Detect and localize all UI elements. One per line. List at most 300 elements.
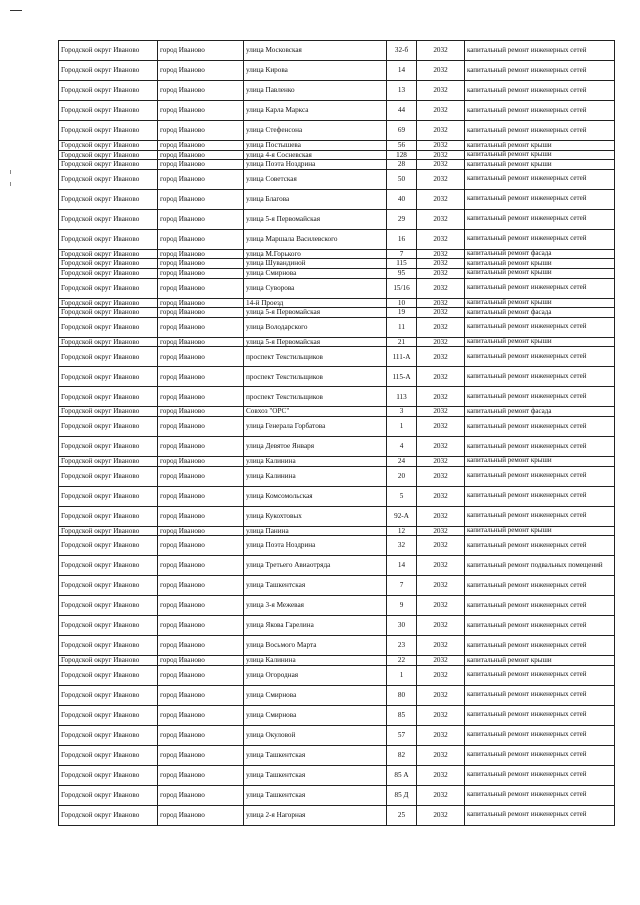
year-cell: 2032 — [417, 416, 465, 436]
district-cell: Городской округ Иваново — [59, 141, 158, 151]
house-number-cell: 14 — [387, 556, 417, 576]
year-cell: 2032 — [417, 169, 465, 189]
year-cell: 2032 — [417, 308, 465, 318]
house-number-cell: 85 — [387, 705, 417, 725]
city-cell: город Иваново — [158, 298, 244, 308]
work-type-cell: капитальный ремонт инженерных сетей — [465, 169, 615, 189]
street-cell: улица Калинина — [244, 656, 387, 666]
district-cell: Городской округ Иваново — [59, 436, 158, 456]
table-row — [59, 169, 615, 189]
house-number-cell: 30 — [387, 616, 417, 636]
year-cell: 2032 — [417, 636, 465, 656]
year-cell: 2032 — [417, 785, 465, 805]
city-cell: город Иваново — [158, 189, 244, 209]
district-cell: Городской округ Иваново — [59, 61, 158, 81]
work-type-cell: капитальный ремонт инженерных сетей — [465, 189, 615, 209]
district-cell: Городской округ Иваново — [59, 616, 158, 636]
street-cell: улица Ташкентская — [244, 785, 387, 805]
table-row — [59, 278, 615, 298]
table-row — [59, 456, 615, 466]
year-cell: 2032 — [417, 456, 465, 466]
street-cell: улица Шувандиной — [244, 259, 387, 269]
year-cell: 2032 — [417, 209, 465, 229]
work-type-cell: капитальный ремонт инженерных сетей — [465, 616, 615, 636]
street-cell: улица Благова — [244, 189, 387, 209]
district-cell: Городской округ Иваново — [59, 41, 158, 61]
street-cell: улица Стефенсона — [244, 121, 387, 141]
street-cell: улица Окуловой — [244, 725, 387, 745]
work-type-cell: капитальный ремонт инженерных сетей — [465, 506, 615, 526]
table-row — [59, 765, 615, 785]
year-cell: 2032 — [417, 596, 465, 616]
table-row — [59, 298, 615, 308]
work-type-cell: капитальный ремонт инженерных сетей — [465, 387, 615, 407]
work-type-cell: капитальный ремонт инженерных сетей — [465, 536, 615, 556]
district-cell: Городской округ Иваново — [59, 249, 158, 259]
house-number-cell: 128 — [387, 150, 417, 160]
scan-margin-tick — [10, 182, 11, 186]
city-cell: город Иваново — [158, 526, 244, 536]
house-number-cell: 24 — [387, 456, 417, 466]
house-number-cell: 111-А — [387, 347, 417, 367]
city-cell: город Иваново — [158, 308, 244, 318]
work-type-cell: капитальный ремонт инженерных сетей — [465, 685, 615, 705]
district-cell: Городской округ Иваново — [59, 347, 158, 367]
year-cell: 2032 — [417, 685, 465, 705]
district-cell: Городской округ Иваново — [59, 656, 158, 666]
house-number-cell: 82 — [387, 745, 417, 765]
district-cell: Городской округ Иваново — [59, 745, 158, 765]
city-cell: город Иваново — [158, 745, 244, 765]
house-number-cell: 69 — [387, 121, 417, 141]
year-cell: 2032 — [417, 347, 465, 367]
year-cell: 2032 — [417, 725, 465, 745]
street-cell: улица Смирнова — [244, 685, 387, 705]
city-cell: город Иваново — [158, 805, 244, 825]
city-cell: город Иваново — [158, 725, 244, 745]
district-cell: Городской округ Иваново — [59, 317, 158, 337]
district-cell: Городской округ Иваново — [59, 81, 158, 101]
work-type-cell: капитальный ремонт крыши — [465, 526, 615, 536]
city-cell: город Иваново — [158, 101, 244, 121]
district-cell: Городской округ Иваново — [59, 150, 158, 160]
street-cell: улица Советская — [244, 169, 387, 189]
table-row — [59, 466, 615, 486]
year-cell: 2032 — [417, 436, 465, 456]
year-cell: 2032 — [417, 81, 465, 101]
street-cell: улица Карла Маркса — [244, 101, 387, 121]
year-cell: 2032 — [417, 229, 465, 249]
work-type-cell: капитальный ремонт инженерных сетей — [465, 466, 615, 486]
table-row — [59, 436, 615, 456]
city-cell: город Иваново — [158, 229, 244, 249]
district-cell: Городской округ Иваново — [59, 160, 158, 170]
street-cell: улица Восьмого Марта — [244, 636, 387, 656]
table-row — [59, 337, 615, 347]
district-cell: Городской округ Иваново — [59, 298, 158, 308]
work-type-cell: капитальный ремонт подвальных помещений — [465, 556, 615, 576]
house-number-cell: 19 — [387, 308, 417, 318]
street-cell: улица Ташкентская — [244, 576, 387, 596]
city-cell: город Иваново — [158, 150, 244, 160]
city-cell: город Иваново — [158, 259, 244, 269]
table-row — [59, 616, 615, 636]
street-cell: Совхоз "ОРС" — [244, 407, 387, 417]
year-cell: 2032 — [417, 576, 465, 596]
work-type-cell: капитальный ремонт инженерных сетей — [465, 416, 615, 436]
year-cell: 2032 — [417, 745, 465, 765]
city-cell: город Иваново — [158, 407, 244, 417]
city-cell: город Иваново — [158, 337, 244, 347]
year-cell: 2032 — [417, 616, 465, 636]
city-cell: город Иваново — [158, 41, 244, 61]
city-cell: город Иваново — [158, 556, 244, 576]
street-cell: улица Огородная — [244, 665, 387, 685]
city-cell: город Иваново — [158, 317, 244, 337]
year-cell: 2032 — [417, 150, 465, 160]
table-row — [59, 665, 615, 685]
work-type-cell: капитальный ремонт инженерных сетей — [465, 596, 615, 616]
table-row — [59, 249, 615, 259]
city-cell: город Иваново — [158, 506, 244, 526]
street-cell: улица Якова Гарелина — [244, 616, 387, 636]
district-cell: Городской округ Иваново — [59, 189, 158, 209]
city-cell: город Иваново — [158, 249, 244, 259]
district-cell: Городской округ Иваново — [59, 268, 158, 278]
work-type-cell: капитальный ремонт крыши — [465, 337, 615, 347]
street-cell: улица Генерала Горбатова — [244, 416, 387, 436]
district-cell: Городской округ Иваново — [59, 785, 158, 805]
work-type-cell: капитальный ремонт инженерных сетей — [465, 805, 615, 825]
work-type-cell: капитальный ремонт инженерных сетей — [465, 278, 615, 298]
house-number-cell: 92-А — [387, 506, 417, 526]
street-cell: проспект Текстильщиков — [244, 387, 387, 407]
year-cell: 2032 — [417, 298, 465, 308]
work-type-cell: капитальный ремонт инженерных сетей — [465, 785, 615, 805]
city-cell: город Иваново — [158, 665, 244, 685]
work-type-cell: капитальный ремонт инженерных сетей — [465, 121, 615, 141]
year-cell: 2032 — [417, 665, 465, 685]
district-cell: Городской округ Иваново — [59, 596, 158, 616]
district-cell: Городской округ Иваново — [59, 416, 158, 436]
city-cell: город Иваново — [158, 656, 244, 666]
table-row — [59, 636, 615, 656]
work-type-cell: капитальный ремонт крыши — [465, 298, 615, 308]
house-number-cell: 16 — [387, 229, 417, 249]
street-cell: улица Калинина — [244, 466, 387, 486]
city-cell: город Иваново — [158, 278, 244, 298]
house-number-cell: 85 А — [387, 765, 417, 785]
year-cell: 2032 — [417, 805, 465, 825]
year-cell: 2032 — [417, 259, 465, 269]
street-cell: улица Кирова — [244, 61, 387, 81]
year-cell: 2032 — [417, 536, 465, 556]
table-row — [59, 536, 615, 556]
year-cell: 2032 — [417, 486, 465, 506]
work-type-cell: капитальный ремонт инженерных сетей — [465, 209, 615, 229]
city-cell: город Иваново — [158, 387, 244, 407]
work-type-cell: капитальный ремонт инженерных сетей — [465, 636, 615, 656]
house-number-cell: 14 — [387, 61, 417, 81]
district-cell: Городской округ Иваново — [59, 685, 158, 705]
year-cell: 2032 — [417, 556, 465, 576]
city-cell: город Иваново — [158, 785, 244, 805]
city-cell: город Иваново — [158, 616, 244, 636]
work-type-cell: капитальный ремонт инженерных сетей — [465, 745, 615, 765]
year-cell: 2032 — [417, 278, 465, 298]
work-type-cell: капитальный ремонт инженерных сетей — [465, 486, 615, 506]
district-cell: Городской округ Иваново — [59, 169, 158, 189]
street-cell: улица Постышева — [244, 141, 387, 151]
year-cell: 2032 — [417, 160, 465, 170]
city-cell: город Иваново — [158, 81, 244, 101]
street-cell: улица Ташкентская — [244, 745, 387, 765]
city-cell: город Иваново — [158, 61, 244, 81]
work-type-cell: капитальный ремонт крыши — [465, 150, 615, 160]
year-cell: 2032 — [417, 407, 465, 417]
year-cell: 2032 — [417, 249, 465, 259]
table-row — [59, 121, 615, 141]
city-cell: город Иваново — [158, 636, 244, 656]
work-type-cell: капитальный ремонт инженерных сетей — [465, 765, 615, 785]
district-cell: Городской округ Иваново — [59, 556, 158, 576]
district-cell: Городской округ Иваново — [59, 486, 158, 506]
year-cell: 2032 — [417, 189, 465, 209]
street-cell: улица Павленко — [244, 81, 387, 101]
year-cell: 2032 — [417, 705, 465, 725]
house-number-cell: 85 Д — [387, 785, 417, 805]
house-number-cell: 13 — [387, 81, 417, 101]
year-cell: 2032 — [417, 506, 465, 526]
street-cell: улица Комсомольская — [244, 486, 387, 506]
year-cell: 2032 — [417, 466, 465, 486]
table-row — [59, 101, 615, 121]
street-cell: улица М.Горького — [244, 249, 387, 259]
table-row — [59, 81, 615, 101]
year-cell: 2032 — [417, 101, 465, 121]
work-type-cell: капитальный ремонт инженерных сетей — [465, 367, 615, 387]
table-row — [59, 259, 615, 269]
house-number-cell: 7 — [387, 249, 417, 259]
year-cell: 2032 — [417, 61, 465, 81]
house-number-cell: 115 — [387, 259, 417, 269]
street-cell: улица 3-я Межевая — [244, 596, 387, 616]
district-cell: Городской округ Иваново — [59, 725, 158, 745]
table-row — [59, 705, 615, 725]
table-row — [59, 486, 615, 506]
work-type-cell: капитальный ремонт инженерных сетей — [465, 317, 615, 337]
table-row — [59, 745, 615, 765]
street-cell: проспект Текстильщиков — [244, 347, 387, 367]
house-number-cell: 1 — [387, 665, 417, 685]
district-cell: Городской округ Иваново — [59, 765, 158, 785]
table-row — [59, 725, 615, 745]
district-cell: Городской округ Иваново — [59, 456, 158, 466]
district-cell: Городской округ Иваново — [59, 636, 158, 656]
table-row — [59, 189, 615, 209]
year-cell: 2032 — [417, 656, 465, 666]
house-number-cell: 32-б — [387, 41, 417, 61]
city-cell: город Иваново — [158, 141, 244, 151]
city-cell: город Иваново — [158, 765, 244, 785]
district-cell: Городской округ Иваново — [59, 536, 158, 556]
street-cell: улица 5-я Первомайская — [244, 209, 387, 229]
district-cell: Городской округ Иваново — [59, 665, 158, 685]
year-cell: 2032 — [417, 367, 465, 387]
street-cell: 14-й Проезд — [244, 298, 387, 308]
table-row — [59, 576, 615, 596]
house-number-cell: 32 — [387, 536, 417, 556]
year-cell: 2032 — [417, 41, 465, 61]
table-row — [59, 141, 615, 151]
district-cell: Городской округ Иваново — [59, 337, 158, 347]
house-number-cell: 44 — [387, 101, 417, 121]
city-cell: город Иваново — [158, 347, 244, 367]
work-type-cell: капитальный ремонт фасада — [465, 249, 615, 259]
street-cell: улица Володарского — [244, 317, 387, 337]
work-type-cell: капитальный ремонт инженерных сетей — [465, 61, 615, 81]
house-number-cell: 115-А — [387, 367, 417, 387]
table-row — [59, 150, 615, 160]
table-row — [59, 367, 615, 387]
street-cell: проспект Текстильщиков — [244, 367, 387, 387]
house-number-cell: 12 — [387, 526, 417, 536]
street-cell: улица Калинина — [244, 456, 387, 466]
table-row — [59, 160, 615, 170]
house-number-cell: 7 — [387, 576, 417, 596]
house-number-cell: 95 — [387, 268, 417, 278]
house-number-cell: 22 — [387, 656, 417, 666]
house-number-cell: 50 — [387, 169, 417, 189]
year-cell: 2032 — [417, 337, 465, 347]
work-type-cell: капитальный ремонт фасада — [465, 308, 615, 318]
table-row — [59, 347, 615, 367]
street-cell: улица 5-я Первомайская — [244, 337, 387, 347]
city-cell: город Иваново — [158, 466, 244, 486]
city-cell: город Иваново — [158, 456, 244, 466]
table-row — [59, 785, 615, 805]
year-cell: 2032 — [417, 121, 465, 141]
work-type-cell: капитальный ремонт инженерных сетей — [465, 576, 615, 596]
table-row — [59, 41, 615, 61]
table-row — [59, 685, 615, 705]
house-number-cell: 20 — [387, 466, 417, 486]
table-row — [59, 416, 615, 436]
street-cell: улица Смирнова — [244, 268, 387, 278]
city-cell: город Иваново — [158, 536, 244, 556]
work-type-cell: капитальный ремонт инженерных сетей — [465, 41, 615, 61]
district-cell: Городской округ Иваново — [59, 526, 158, 536]
work-type-cell: капитальный ремонт фасада — [465, 407, 615, 417]
year-cell: 2032 — [417, 526, 465, 536]
table-row — [59, 407, 615, 417]
district-cell: Городской округ Иваново — [59, 407, 158, 417]
table-row — [59, 596, 615, 616]
house-number-cell: 113 — [387, 387, 417, 407]
table-row — [59, 229, 615, 249]
scan-margin-tick — [10, 170, 11, 174]
city-cell: город Иваново — [158, 596, 244, 616]
district-cell: Городской округ Иваново — [59, 367, 158, 387]
district-cell: Городской округ Иваново — [59, 805, 158, 825]
house-number-cell: 3 — [387, 407, 417, 417]
table-row — [59, 387, 615, 407]
city-cell: город Иваново — [158, 436, 244, 456]
house-number-cell: 80 — [387, 685, 417, 705]
house-number-cell: 4 — [387, 436, 417, 456]
work-type-cell: капитальный ремонт инженерных сетей — [465, 347, 615, 367]
street-cell: улица Суворова — [244, 278, 387, 298]
district-cell: Городской округ Иваново — [59, 259, 158, 269]
city-cell: город Иваново — [158, 416, 244, 436]
street-cell: улица Поэта Ноздрина — [244, 536, 387, 556]
district-cell: Городской округ Иваново — [59, 705, 158, 725]
table-row — [59, 805, 615, 825]
street-cell: улица Третьего Авиаотряда — [244, 556, 387, 576]
house-number-cell: 15/16 — [387, 278, 417, 298]
house-number-cell: 57 — [387, 725, 417, 745]
year-cell: 2032 — [417, 387, 465, 407]
street-cell: улица 5-я Первомайская — [244, 308, 387, 318]
district-cell: Городской округ Иваново — [59, 466, 158, 486]
house-number-cell: 9 — [387, 596, 417, 616]
work-type-cell: капитальный ремонт инженерных сетей — [465, 665, 615, 685]
house-number-cell: 23 — [387, 636, 417, 656]
city-cell: город Иваново — [158, 268, 244, 278]
district-cell: Городской округ Иваново — [59, 576, 158, 596]
district-cell: Городской округ Иваново — [59, 278, 158, 298]
scan-corner-mark — [10, 10, 22, 11]
street-cell: улица 4-я Сосневская — [244, 150, 387, 160]
house-number-cell: 28 — [387, 160, 417, 170]
year-cell: 2032 — [417, 765, 465, 785]
city-cell: город Иваново — [158, 705, 244, 725]
house-number-cell: 10 — [387, 298, 417, 308]
house-number-cell: 5 — [387, 486, 417, 506]
city-cell: город Иваново — [158, 160, 244, 170]
street-cell: улица 2-я Нагорная — [244, 805, 387, 825]
work-type-cell: капитальный ремонт инженерных сетей — [465, 705, 615, 725]
street-cell: улица Ташкентская — [244, 765, 387, 785]
table-row — [59, 656, 615, 666]
house-number-cell: 29 — [387, 209, 417, 229]
district-cell: Городской округ Иваново — [59, 387, 158, 407]
work-type-cell: капитальный ремонт инженерных сетей — [465, 101, 615, 121]
city-cell: город Иваново — [158, 486, 244, 506]
repair-schedule-table — [58, 40, 615, 826]
street-cell: улица Смирнова — [244, 705, 387, 725]
table-body — [59, 41, 615, 826]
house-number-cell: 40 — [387, 189, 417, 209]
house-number-cell: 1 — [387, 416, 417, 436]
house-number-cell: 56 — [387, 141, 417, 151]
work-type-cell: капитальный ремонт крыши — [465, 656, 615, 666]
street-cell: улица Поэта Ноздрина — [244, 160, 387, 170]
table-row — [59, 526, 615, 536]
year-cell: 2032 — [417, 141, 465, 151]
work-type-cell: капитальный ремонт крыши — [465, 268, 615, 278]
street-cell: улица Кукохтовых — [244, 506, 387, 526]
work-type-cell: капитальный ремонт инженерных сетей — [465, 436, 615, 456]
table-row — [59, 308, 615, 318]
district-cell: Городской округ Иваново — [59, 209, 158, 229]
house-number-cell: 25 — [387, 805, 417, 825]
work-type-cell: капитальный ремонт крыши — [465, 456, 615, 466]
work-type-cell: капитальный ремонт крыши — [465, 141, 615, 151]
city-cell: город Иваново — [158, 367, 244, 387]
table-row — [59, 61, 615, 81]
district-cell: Городской округ Иваново — [59, 121, 158, 141]
